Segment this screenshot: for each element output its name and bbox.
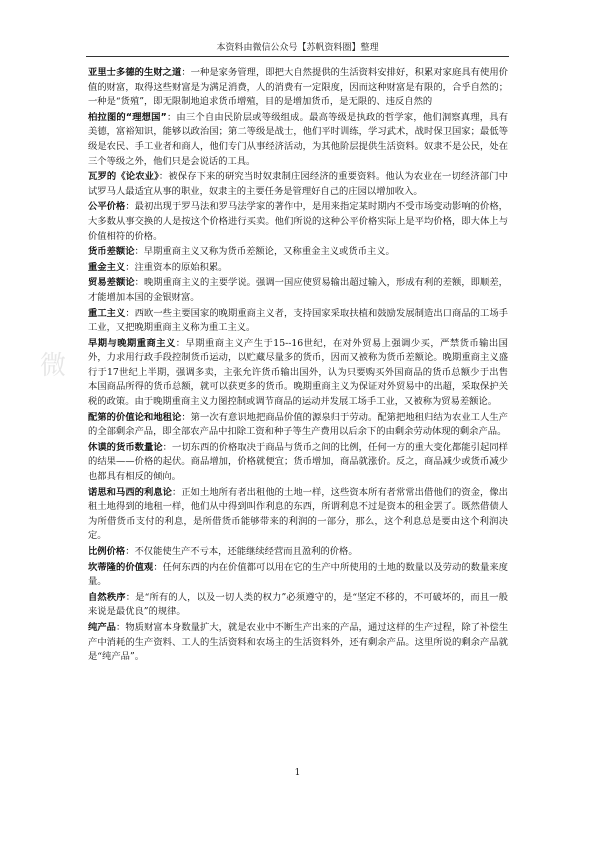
entry-term: 货币差额论 (88, 246, 135, 258)
entry-petty (88, 411, 508, 440)
entry-cantillon (88, 561, 508, 590)
entry-term: 早期与晚期重商主义 (88, 337, 176, 349)
entry-hume (88, 441, 508, 485)
document-body (88, 66, 508, 666)
watermark: 微 (40, 351, 75, 381)
entry-north-massie (88, 486, 508, 544)
entry-term: 坎蒂隆的价值观 (88, 561, 154, 573)
entry-text: ：一切东西的价格取决于商品与货币之间的比例，任何一方的重大变化都能引起同样的结果——价格的起伏。商品增加，价格就便宜；货币增加，商品就涨价。反之，商品减少或货币减少也都具有相反的倾向。 (88, 441, 508, 483)
entry-term: 纯产品 (88, 621, 117, 633)
entry-term: 自然秩序 (88, 591, 126, 603)
entry-text: ：西欧一些主要国家的晚期重商主义者，支持国家采取扶植和鼓励发展制造出口商品的工场手工业，又把晚期重商主义称为重工主义。 (88, 307, 508, 334)
entry-text: ：早期重商主义产生于15--16世纪，在对外贸易上强调少买，严禁货币输出国外，力求用行政手段控制货币运动，以贮藏尽量多的货币，因而又被称为货币差额论。晚期重商主义盛行于17世纪上半期，强调多卖，主张允许货币输出国外，认为只要购买外国商品的货币总额少于出售本国商品所得的货币总额，就可以获更多的货币。晚期重商主义为保证对外贸易中的出超，采取保护关税的政策。由于晚期重商主义力图控制或调节商品的运动并发展工场手工业，又被称为贸易差额论。 (88, 337, 508, 408)
entry-text: ：物质财富本身数量扩大，就是农业中不断生产出来的产品，通过这样的生产过程，除了补偿生产中消耗的生产资料、工人的生活资料和农场主的生活资料外，还有剩余产品。这里所说的剩余产品就是“纯产品”。 (88, 621, 508, 663)
entry-proportional-price (88, 545, 508, 560)
entry-term: 瓦罗的《论农业》 (88, 171, 159, 183)
page-number: 1 (294, 768, 301, 778)
entry-term: 公平价格 (88, 201, 126, 213)
page-header: 本资料由微信公众号【苏帆资料圈】整理 (216, 43, 379, 53)
entry-text: ：第一次有意识地把商品价值的源泉归于劳动。配第把地租归结为农业工人生产的全部剩余产品，即全部农产品中扣除工资和种子等生产费用以后余下的由剩余劳动体现的剩余产品。 (88, 411, 508, 438)
entry-term: 诺思和马西的利息论 (88, 486, 173, 498)
entry-plato (88, 111, 508, 169)
entry-text: ：由三个自由民阶层或等级组成。最高等级是执政的哲学家，他们洞察真理，具有美德，富裕知识，能够以政治国；第二等级是战士，他们平时训练，学习武术，战时保卫国家；最低等级是农民、手工业者和商人，他们专门从事经济活动，为其他阶层提供生活资料。奴隶不是公民，处在三个等级之外，他们只是会说话的工具。 (88, 111, 508, 167)
entry-term: 贸易差额论 (88, 277, 135, 289)
entry-text: ：晚期重商主义的主要学说。强调一国应使贸易输出超过输入，形成有利的差额，即顺差，才能增加本国的金银财富。 (88, 277, 508, 303)
entry-text: ：是“所有的人，以及一切人类的权力”必须遵守的，是“坚定不移的，不可破坏的，而且一般来说是最优良”的规律。 (88, 591, 508, 618)
entry-term: 配第的价值论和地租论 (88, 411, 182, 423)
entry-early-late-mercantilism (88, 337, 508, 410)
entry-term: 重工主义 (88, 307, 126, 319)
entry-varro (88, 170, 508, 199)
entry-text: ：一种是家务管理，即把大自然提供的生活资料安排好，积累对家庭具有使用价值的财富，取得这些财富是为满足消费，人的消费有一定限度，因而这种财富是有限的，合乎自然的；一种是“货殖”，即无限制地追求货币增殖，目的是增加货币，是无限的、违反自然的 (88, 67, 508, 108)
entry-trade-balance (88, 276, 508, 305)
entry-industrialism (88, 307, 508, 336)
entry-term: 休谟的货币数量论 (88, 441, 163, 453)
entry-monetary-balance (88, 245, 508, 260)
entry-text: ：注重资本的原始积累。 (125, 261, 228, 273)
entry-bullionism (88, 261, 508, 276)
entry-term: 亚里士多德的生财之道 (88, 67, 182, 78)
entry-term: 柏拉图的“理想国” (88, 111, 167, 123)
entry-aristotle (88, 66, 508, 110)
entry-text: ：任何东西的内在价值都可以用在它的生产中所使用的土地的数量以及劳动的数量来度量。 (88, 561, 508, 588)
entry-natural-order (88, 591, 508, 620)
entry-text: ：正如土地所有者出租他的土地一样，这些资本所有者常常出借他们的资金，像出租土地得到的地租一样，他们从中得到叫作利息的东西，所谓利息不过是资本的租金罢了。既然借债人为所借货币支付的利息，是所借货币能够带来的利润的一部分，那么，这个利息总是要由这个利润决定。 (88, 486, 508, 542)
entry-text: ：早期重商主义又称为货币差额论，又称重金主义或货币主义。 (134, 246, 395, 258)
entry-term: 比例价格 (88, 546, 126, 557)
entry-text: ：最初出现于罗马法和罗马法学家的著作中，是用来指定某时期内不受市场变动影响的价格，大多数从事交换的人是按这个价格进行买卖。他们所说的这种公平价格实际上是平均价格，即大体上与价值相符的价格。 (88, 201, 508, 242)
entry-term: 重金主义 (88, 261, 126, 273)
entry-just-price (88, 200, 508, 244)
entry-net-product (88, 621, 508, 665)
entry-text: ：不仅能使生产不亏本，还能继续经营而且盈利的价格。 (125, 546, 358, 557)
header-divider (86, 56, 509, 57)
entry-text: ：被保存下来的研究当时奴隶制庄园经济的重要资料。他认为农业在一切经济部门中试罗马人最适宜从事的职业，奴隶主的主要任务是管理好自己的庄园以增加收入。 (88, 171, 508, 197)
